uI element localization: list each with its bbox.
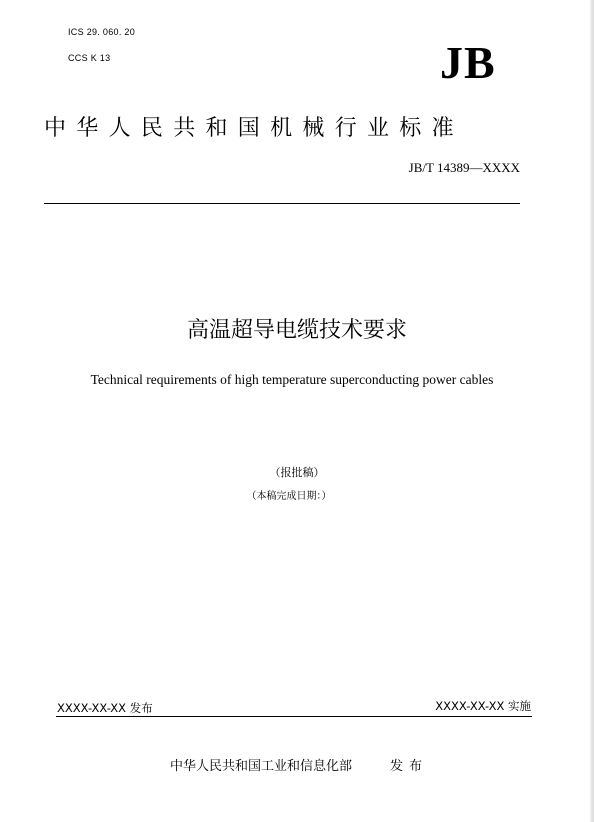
jb-logo: JB bbox=[440, 37, 496, 88]
implementation-date: XXXX-XX-XX 实施 bbox=[435, 699, 531, 713]
draft-completion-date: （本稿完成日期：） bbox=[246, 491, 332, 502]
publisher-name: 中华人民共和国工业和信息化部 bbox=[170, 759, 353, 774]
document-title-en: Technical requirements of high temperature superconducting power cables bbox=[90, 372, 494, 387]
ccs-code: CCS K 13 bbox=[68, 53, 111, 63]
publisher-verb: 发布 bbox=[390, 759, 429, 774]
issue-date: XXXX-XX-XX 发布 bbox=[57, 701, 153, 715]
footer-divider bbox=[56, 716, 532, 717]
page-edge-shadow bbox=[590, 0, 594, 822]
ics-code: ICS 29. 060. 20 bbox=[68, 27, 136, 37]
draft-status: （报批稿） bbox=[269, 466, 325, 479]
standard-number: JB/T 14389—XXXX bbox=[408, 160, 520, 175]
header-divider bbox=[44, 203, 520, 204]
document-title-cn: 高温超导电缆技术要求 bbox=[186, 318, 407, 343]
industry-standard-title: 中华人民共和国机械行业标准 bbox=[44, 116, 464, 141]
